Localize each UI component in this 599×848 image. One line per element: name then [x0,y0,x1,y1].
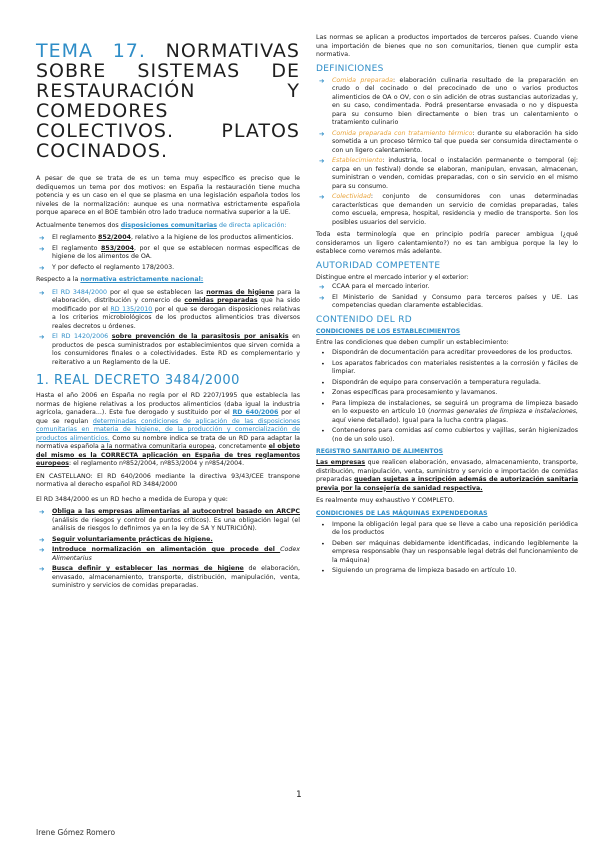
list-item: ➔ El reglamento 853/2004, por el que se establecen normas específicas de higiene de los alimentos de OA. [39,244,300,260]
arrow-icon: ➔ [39,565,45,573]
bullet-icon: • [321,389,325,397]
section-heading-autoridad: AUTORIDAD COMPETENTE [316,260,441,271]
arrow-icon: ➔ [39,244,45,253]
list-item: • Impone la obligación legal para que se lleve a cabo una reposición periódica de los productos [321,520,578,536]
right-column [316,34,578,580]
list-item: • Siguiendo un programa de limpieza basado en artículo 10. [321,567,517,575]
castellano-paragraph: EN CASTELLANO: El RD 640/2006 mediante la directiva 93/43/CEE transpone normativa al derecho español RD 3484/2000 [36,472,300,488]
subheading-registro: REGISTRO SANITARIO DE ALIMENTOS [316,448,444,455]
bullet-icon: • [321,520,325,529]
list-item: ➔ Y por defecto el reglamento 178/2003. [39,263,175,272]
bullet-icon: • [321,539,325,548]
list-item: ➔ Colectividad: conjunto de consumidores con unas determinadas características que demanden un servicio de comidas preparadas, tales como escuela, empresa, hospital, residencia y medio de transporte. Son los posibles usuarios del servicio. [319,193,578,226]
list-item: • Dispondrán de documentación para acreditar proveedores de los productos. [321,349,573,357]
arrow-icon: ➔ [39,333,45,341]
bullet-icon: • [321,349,325,357]
list-item: • Para limpieza de instalaciones, se seguirá un programa de limpieza basado en lo expuesto en artículo 10 (normas generales de limpieza e instalaciones, aquí viene detallado). Igual para la lucha contra plagas. [321,399,578,424]
intro-paragraph: A pesar de que se trata de es un tema muy específico es preciso que le dediquemos un tema por dos motivos: en España la restauración tiene mucha potencia y es un caso en el que se plasma en una legislación española todos los niveles de la normalización: aunque es una normativa estrictamente española porque aparece en el BOE también otro lado traduce normativa superior a la UE. [36,175,300,216]
list-item: • Zonas específicas para procesamiento y lavamanos. [321,389,498,397]
rd3484-paragraph: Hasta el año 2006 en España no regía por el RD 2207/1995 que establecía las normas de higiene relativas a los productos alimenticios (daba igual la industria agrícola, ganadera...). Este fue derogado y sustituido por el RD 640/2006 por el que se regulan determinadas condiciones de aplicación de las disposiciones comunitarias en materia de higiene, de la producción y comercialización de productos alimenticios. Como su nombre indica se trata de un RD para adaptar la normativa española a la normativa comunitaria europea, concretamente el objeto del mismo es la CORRECTA aplicación en España de tres reglamentos europeos: el reglamento nº852/2004, nº853/2004 y nº854/2004. [36,392,301,467]
list-item: • Dispondrán de equipo para conservación a temperatura regulada. [321,378,541,387]
arrow-icon: ➔ [319,129,325,138]
arrow-icon: ➔ [319,76,325,85]
national-intro: Respecto a la normativa estrictamente nacional: [36,276,204,283]
page-title [36,41,300,161]
list-item: ➔ Obliga a las empresas alimentarias al autocontrol basado en ARCPC (análisis de riesgos y control de puntos críticos). Es una obligación legal (el análisis de riesgos lo definimos ya en la ley de SA Y NUTRICIÓN). [39,508,300,532]
bullet-icon: • [321,359,325,368]
author-footer: Irene Gómez Romero [36,828,116,837]
list-item: ➔ El RD 3484/2000 por el que se establecen las normas de higiene para la elaboración, distribución y comercio de comidas preparadas que ha sido modificado por el RD 135/2010 por el que se derogan disposiciones relativas a los criterios microbiológicos de los productos alimenticios tras diversos reales decretos u órdenes. [39,288,300,330]
arrow-icon: ➔ [39,288,45,297]
arrow-icon: ➔ [319,283,325,291]
list-item: ➔ Introduce normalización en alimentación que procede del Codex Alimentarius [39,546,300,562]
registro-note: Es realmente muy exhaustivo Y COMPLETO. [316,497,455,504]
registro-paragraph: Las empresas que realicen elaboración, envasado, almacenamiento, transporte, distribución, manipulación, venta, suministro y servicio e importación de comidas preparadas quedan sujetas a inscripción además de autorización sanitaria previa por la consejería de sanidad respectiva. [316,459,579,492]
europe-list [36,508,300,591]
list-item: ➔ CCAA para el mercado interior. [319,283,430,291]
subheading-establecimientos: CONDICIONES DE LOS ESTABLECIMIENTOS [316,327,461,335]
maquinas-list [316,521,578,576]
left-column [36,34,300,595]
list-item: • Deben ser máquinas debidamente identificadas, indicando legiblemente la empresa responsable (hay un responsable legal detrás del funcionamiento de la máquina) [321,539,578,564]
national-list [36,289,300,368]
section-heading-contenido: CONTENIDO DEL RD [316,314,413,325]
arrow-icon: ➔ [39,234,45,242]
list-item: ➔ Busca definir y establecer las normas de higiene de elaboración, envasado, almacenamiento, transporte, distribución, manipulación, venta, suministro y servicios de comidas preparadas. [39,565,300,589]
bullet-icon: • [321,378,325,387]
list-item: • Los aparatos fabricados con materiales resistentes a la corrosión y fáciles de limpiar. [321,359,578,375]
section-heading-rd3484: 1. REAL DECRETO 3484/2000 [36,373,240,388]
section-heading-definiciones: DEFINICIONES [316,63,384,74]
list-item: ➔ El reglamento 852/2004, relativo a la higiene de los productos alimenticios. [39,234,294,242]
establecimientos-intro: Entre las condiciones que deben cumplir un establecimiento: [316,338,509,346]
arrow-icon: ➔ [319,157,325,165]
list-item: ➔ Seguir voluntariamente prácticas de higiene. [39,535,213,544]
arrow-icon: ➔ [39,535,45,544]
establecimientos-list [316,349,578,444]
subheading-maquinas: CONDICIONES DE LAS MÁQUINAS EXPENDEDORAS [316,509,488,517]
list-item: ➔ Establecimiento: industria, local o instalación permanente o temporal (ej: carpa en un festival) donde se elaboran, manipulan, envasan, almacenan, suministran o venden, comidas preparadas, con o sin servicio en el mismo para su consumo. [319,157,578,190]
arrow-icon: ➔ [39,508,45,516]
arrow-icon: ➔ [39,263,45,272]
definitions-list [316,77,578,228]
autoridad-intro: Distingue entre el mercado interior y el exterior: [316,273,469,281]
bullet-icon: • [321,399,325,408]
bullet-icon: • [321,427,325,435]
community-intro: Actualmente tenemos dos disposiciones comunitarias de directa aplicación: [36,221,287,229]
terminology-paragraph: Toda esta terminología que en principio podría parecer ambigua (¿qué consideramos un ligero calentamiento?) no es tan ambigua porque la ley lo establece como veremos más adelante. [316,231,578,255]
list-item: ➔ El Ministerio de Sanidad y Consumo para terceros países y UE. Las competencias quedan claramente establecidas. [319,293,578,309]
arrow-icon: ➔ [319,293,325,302]
bullet-icon: • [321,567,325,575]
arrow-icon: ➔ [39,546,45,554]
scope-paragraph: Las normas se aplican a productos importados de terceros países. Cuando viene una importación de bienes que no son comunitarios, tienen que cumplir esta normativa. [316,34,578,58]
list-item: ➔ El RD 1420/2006 sobre prevención de la parasitosis por anisakis en productos de pesca suministrados por establecimientos que sirven comida a los consumidores finales o a colectividades. Este RD es complementario y reiterativo a un Reglamento de la UE. [39,333,300,366]
list-item: ➔ Comida preparada con tratamiento térmico: durante su elaboración ha sido sometida a un proceso térmico tal que pueda ser consumida directamente o con un ligero calentamiento. [319,129,578,154]
list-item: • Contenedores para comidas así como cubiertos y vajillas, serán higienizados (no de un solo uso). [321,427,578,443]
title-text: NORMATIVAS SOBRE SISTEMAS DE RESTAURACIÓN Y COMEDORES COLECTIVOS. PLATOS COCINADOS. [36,40,300,162]
list-item: ➔ Comida preparada: elaboración culinaria resultado de la preparación en crudo o del cocinado o del precocinado de uno o varios productos alimenticios de OA o OV, con o sin adición de otras sustancias autorizadas y, en su caso, condimentada. Podrá presentarse envasada o no y dispuesta para su consumo bien directamente o bien tras un calentamiento o tratamiento culinario [319,76,578,126]
community-list [36,234,300,272]
title-number: TEMA 17. [36,40,146,62]
page-number: 1 [296,790,302,800]
autoridad-list [316,283,578,311]
arrow-icon: ➔ [319,193,325,201]
europe-intro: El RD 3484/2000 es un RD hecho a medida de Europa y que: [36,495,228,503]
